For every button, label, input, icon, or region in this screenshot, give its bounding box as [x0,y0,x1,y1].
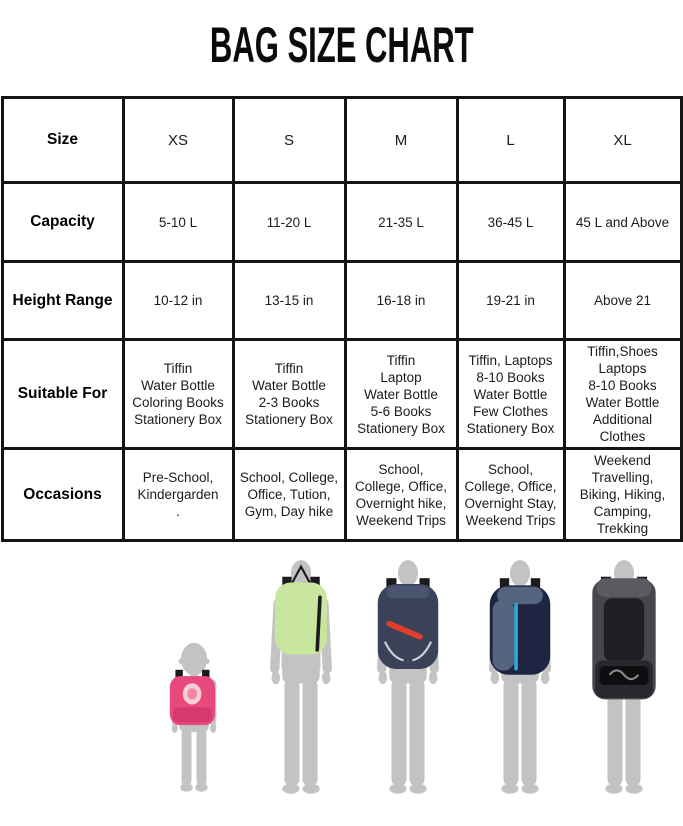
figure-s [270,560,332,794]
table-cell: Tiffin Laptop Water Bottle 5-6 Books Stationery Box [345,340,457,449]
column-header-xl: XL [564,98,681,183]
backpack-m [378,578,438,669]
table-cell: Weekend Travelling, Biking, Hiking, Camping, Trekking [564,449,681,541]
table-cell: 11-20 L [233,183,345,262]
column-header-s: S [233,98,345,183]
row-label-header: Size [2,98,123,183]
table-header-row [2,98,681,183]
backpack-xs [170,670,215,725]
figure-m [377,560,439,794]
table-row [2,183,681,262]
table-cell: Tiffin Water Bottle Coloring Books Stationery Box [123,340,233,449]
bag-size-table [1,96,683,542]
table-cell: 5-10 L [123,183,233,262]
table-cell: Tiffin, Laptops 8-10 Books Water Bottle Few Clothes Stationery Box [457,340,564,449]
row-label: Suitable For [2,340,123,449]
figure-xl [592,560,655,794]
column-header-xs: XS [123,98,233,183]
row-label: Height Range [2,262,123,340]
row-label: Capacity [2,183,123,262]
table-row [2,449,681,541]
table-cell: 36-45 L [457,183,564,262]
page-header [0,16,683,73]
bag-size-figures [0,548,683,826]
backpack-xl [592,577,655,700]
table-cell: 21-35 L [345,183,457,262]
table-cell: 10-12 in [123,262,233,340]
table-cell: Pre-School, Kindergarden . [123,449,233,541]
table-cell: School, College, Office, Overnight hike, Weekend Trips [345,449,457,541]
table-cell: 16-18 in [345,262,457,340]
table-cell: Tiffin,Shoes Laptops 8-10 Books Water Bottle Additional Clothes [564,340,681,449]
table-body [2,183,681,541]
backpack-l [490,578,550,675]
column-header-l: L [457,98,564,183]
table-cell: 13-15 in [233,262,345,340]
table-cell: 45 L and Above [564,183,681,262]
column-header-m: M [345,98,457,183]
table-cell: School, College, Office, Overnight Stay, Weekend Trips [457,449,564,541]
table-cell: 19-21 in [457,262,564,340]
table-row [2,262,681,340]
table-row [2,340,681,449]
figure-l [489,560,551,794]
page-title: BAG SIZE CHART [209,16,474,73]
row-label: Occasions [2,449,123,541]
cyan-zip-stripe [514,603,518,671]
figure-xs [170,643,217,792]
table-cell: Above 21 [564,262,681,340]
table-cell: School, College, Office, Tution, Gym, Day hike [233,449,345,541]
table-cell: Tiffin Water Bottle 2-3 Books Stationery Box [233,340,345,449]
